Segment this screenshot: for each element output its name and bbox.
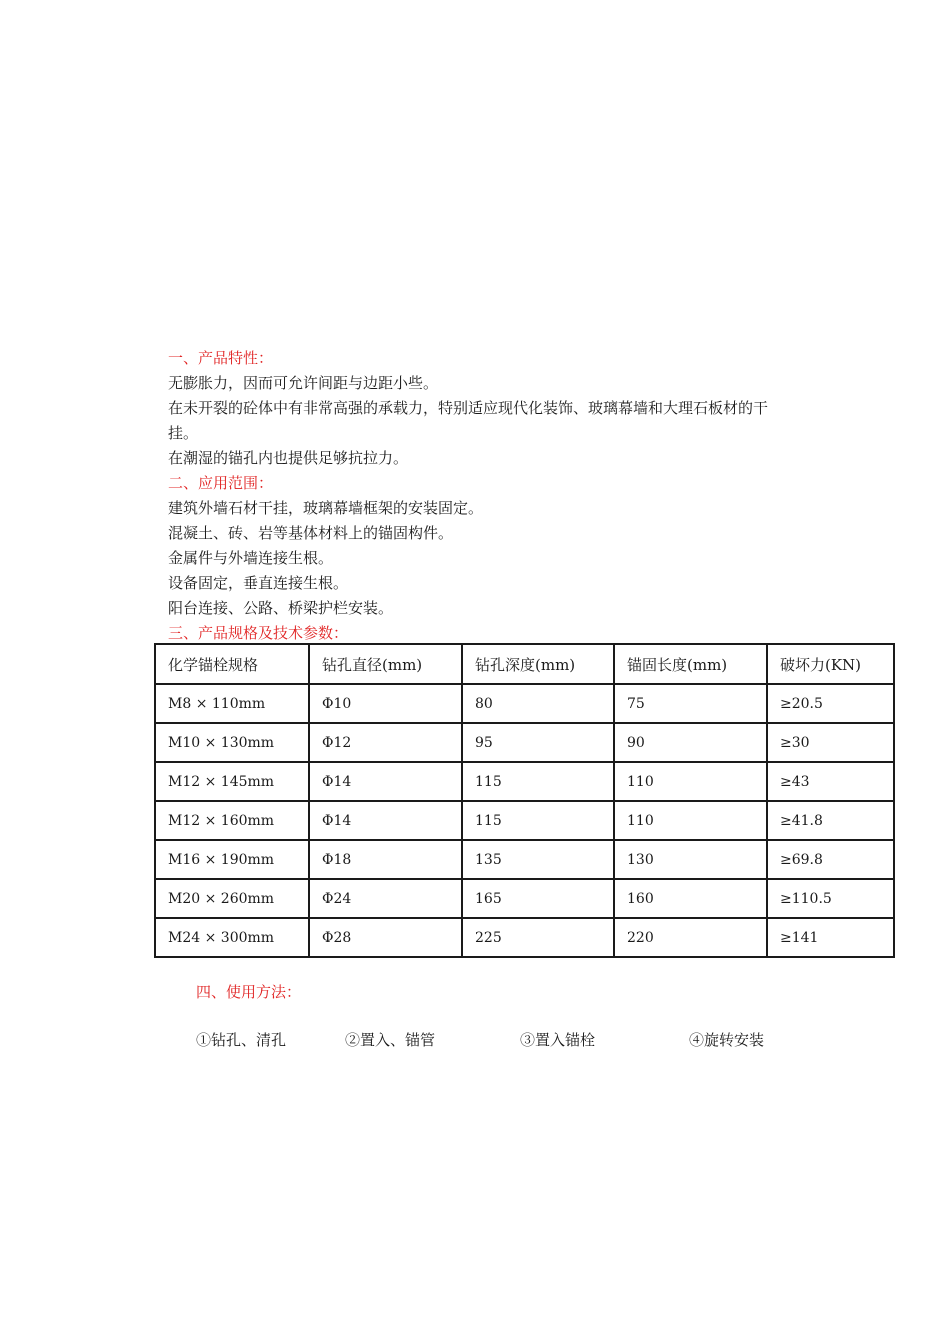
table-row bbox=[155, 918, 894, 957]
table-cell: ≥141 bbox=[767, 918, 894, 957]
table-cell: M8 × 110mm bbox=[155, 684, 309, 723]
applications-line-4: 设备固定，垂直连接生根。 bbox=[168, 574, 349, 592]
features-line-4: 在潮湿的锚孔内也提供足够抗拉力。 bbox=[168, 449, 409, 467]
table-cell: 115 bbox=[462, 801, 614, 840]
table-cell: 225 bbox=[462, 918, 614, 957]
applications-line-5: 阳台连接、公路、桥梁护栏安装。 bbox=[168, 599, 394, 617]
table-cell: Φ18 bbox=[309, 840, 462, 879]
table-cell: M20 × 260mm bbox=[155, 879, 309, 918]
table-cell: 110 bbox=[614, 762, 767, 801]
table-cell: 110 bbox=[614, 801, 767, 840]
table-row bbox=[155, 762, 894, 801]
table-cell: Φ14 bbox=[309, 762, 462, 801]
table-cell: ≥69.8 bbox=[767, 840, 894, 879]
table-cell: Φ10 bbox=[309, 684, 462, 723]
table-cell: 220 bbox=[614, 918, 767, 957]
table-cell: 95 bbox=[462, 723, 614, 762]
table-cell: Φ14 bbox=[309, 801, 462, 840]
table-cell: Φ24 bbox=[309, 879, 462, 918]
table-row bbox=[155, 840, 894, 879]
section-heading-specs: 三、产品规格及技术参数： bbox=[168, 624, 349, 642]
table-cell: 80 bbox=[462, 684, 614, 723]
applications-line-2: 混凝土、砖、岩等基体材料上的锚固构件。 bbox=[168, 524, 454, 542]
table-cell: Φ28 bbox=[309, 918, 462, 957]
section-heading-features: 一、产品特性： bbox=[168, 349, 274, 367]
table-cell: 165 bbox=[462, 879, 614, 918]
table-header-cell: 钻孔直径(mm) bbox=[309, 644, 462, 684]
usage-step-2: ②置入、锚管 bbox=[345, 1031, 436, 1049]
document-body bbox=[168, 346, 898, 646]
section-heading-usage: 四、使用方法： bbox=[196, 983, 302, 1001]
table-header-cell: 化学锚栓规格 bbox=[155, 644, 309, 684]
usage-step-1: ①钻孔、清孔 bbox=[196, 1031, 287, 1049]
table-header-row bbox=[155, 644, 894, 684]
table-row bbox=[155, 879, 894, 918]
table-cell: 90 bbox=[614, 723, 767, 762]
table-cell: ≥43 bbox=[767, 762, 894, 801]
features-line-1: 无膨胀力，因而可允许间距与边距小些。 bbox=[168, 374, 439, 392]
table-cell: ≥41.8 bbox=[767, 801, 894, 840]
table-cell: 75 bbox=[614, 684, 767, 723]
table-cell: M12 × 160mm bbox=[155, 801, 309, 840]
table-cell: 160 bbox=[614, 879, 767, 918]
usage-step-3: ③置入锚栓 bbox=[520, 1031, 596, 1049]
features-line-3: 挂。 bbox=[168, 424, 199, 442]
table-row bbox=[155, 684, 894, 723]
table-row bbox=[155, 723, 894, 762]
table-cell: 135 bbox=[462, 840, 614, 879]
applications-line-3: 金属件与外墙连接生根。 bbox=[168, 549, 334, 567]
table-cell: ≥110.5 bbox=[767, 879, 894, 918]
table-header-cell: 锚固长度(mm) bbox=[614, 644, 767, 684]
applications-line-1: 建筑外墙石材干挂，玻璃幕墙框架的安装固定。 bbox=[168, 499, 484, 517]
table-cell: M10 × 130mm bbox=[155, 723, 309, 762]
table-cell: 130 bbox=[614, 840, 767, 879]
table-cell: ≥30 bbox=[767, 723, 894, 762]
table-cell: M12 × 145mm bbox=[155, 762, 309, 801]
table-cell: Φ12 bbox=[309, 723, 462, 762]
features-line-2: 在未开裂的砼体中有非常高强的承载力，特别适应现代化装饰、玻璃幕墙和大理石板材的干 bbox=[168, 399, 769, 417]
table-cell: 115 bbox=[462, 762, 614, 801]
table-header-cell: 破坏力(KN) bbox=[767, 644, 894, 684]
table-header-cell: 钻孔深度(mm) bbox=[462, 644, 614, 684]
section-heading-applications: 二、应用范围： bbox=[168, 474, 274, 492]
usage-step-4: ④旋转安装 bbox=[689, 1031, 765, 1049]
spec-table bbox=[154, 643, 895, 958]
table-cell: M24 × 300mm bbox=[155, 918, 309, 957]
table-row bbox=[155, 801, 894, 840]
table-cell: M16 × 190mm bbox=[155, 840, 309, 879]
table-cell: ≥20.5 bbox=[767, 684, 894, 723]
